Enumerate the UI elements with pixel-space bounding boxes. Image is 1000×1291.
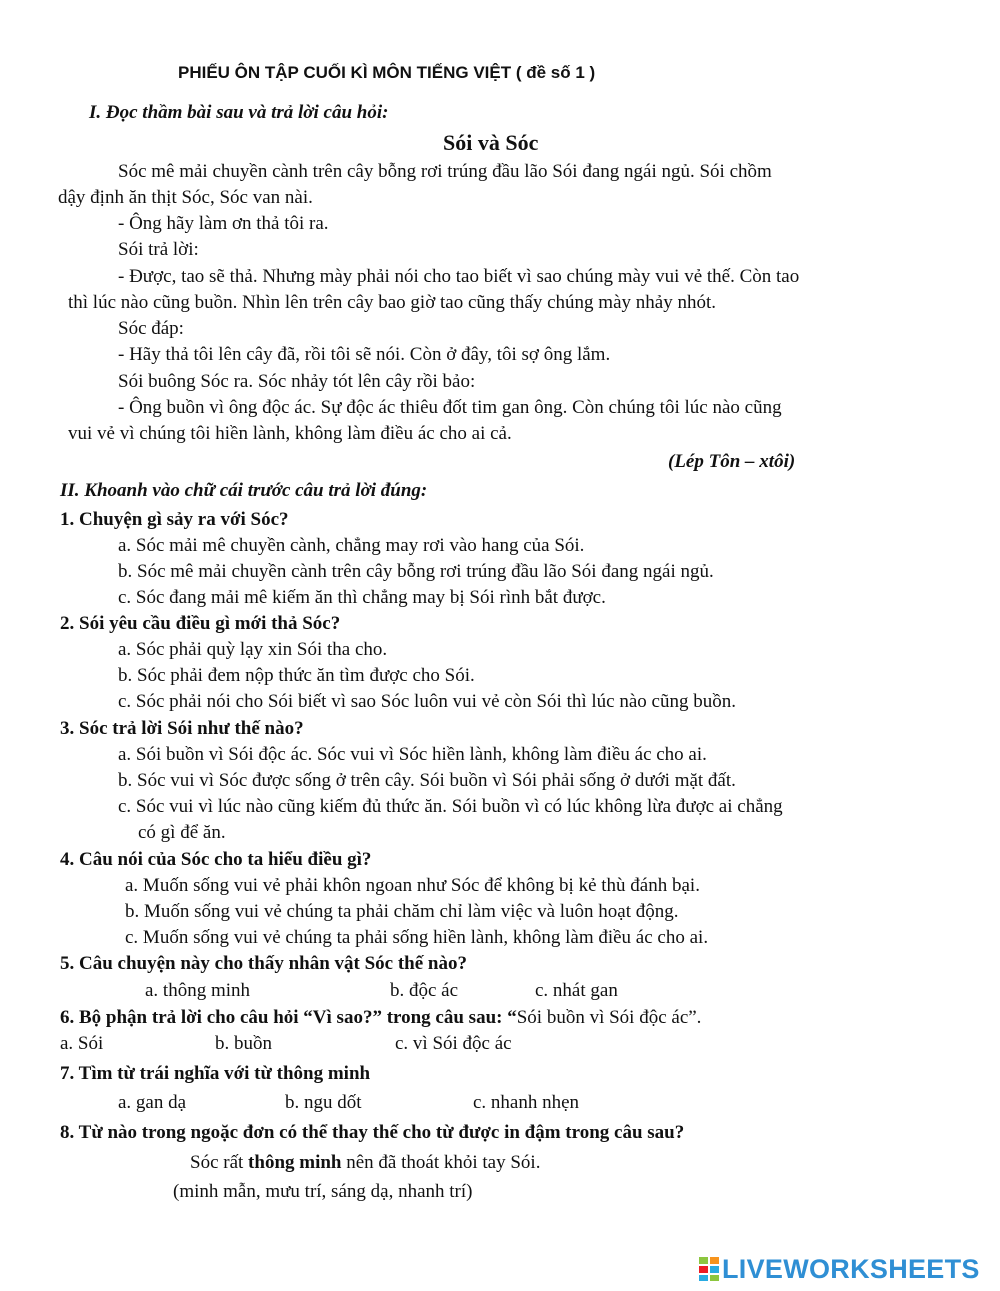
story-line: Sóc mê mải chuyền cành trên cây bỗng rơi trúng đầu lão Sói đang ngái ngủ. Sói chồm bbox=[118, 161, 772, 182]
q1-option-b[interactable]: b. Sóc mê mải chuyền cành trên cây bỗng rơi trúng đầu lão Sói đang ngái ngủ. bbox=[118, 561, 714, 582]
q7-option-c[interactable]: c. nhanh nhẹn bbox=[473, 1092, 580, 1113]
q5-option-a[interactable]: a. thông minh bbox=[145, 980, 251, 1001]
q2-option-c[interactable]: c. Sóc phải nói cho Sói biết vì sao Sóc luôn vui vẻ còn Sói thì lúc nào cũng buồn. bbox=[118, 691, 736, 712]
question-2: 2. Sói yêu cầu điều gì mới thả Sóc? bbox=[60, 613, 341, 634]
story-line: dậy định ăn thịt Sóc, Sóc van nài. bbox=[58, 187, 313, 208]
story-line: Sóc đáp: bbox=[118, 318, 184, 339]
story-line: - Ông hãy làm ơn thả tôi ra. bbox=[118, 213, 329, 234]
question-6-sentence: Sói buồn vì Sói độc ác”. bbox=[516, 1007, 702, 1028]
question-6 bbox=[60, 1008, 701, 1027]
question-6-bold: 6. Bộ phận trả lời cho câu hỏi “Vì sao?” trong câu sau: “ bbox=[60, 1007, 517, 1028]
q6-option-a[interactable]: a. Sói bbox=[60, 1033, 104, 1054]
q4-option-c[interactable]: c. Muốn sống vui vẻ chúng ta phải sống hiền lành, không làm điều ác cho ai. bbox=[125, 927, 709, 948]
story-line: vui vẻ vì chúng tôi hiền lành, không làm điều ác cho ai cả. bbox=[68, 423, 512, 444]
story-line: thì lúc nào cũng buồn. Nhìn lên trên cây bao giờ tao cũng thấy chúng mày nhảy nhót. bbox=[68, 292, 716, 313]
story-line: - Ông buồn vì ông độc ác. Sự độc ác thiêu đốt tim gan ông. Còn chúng tôi lúc nào cũng bbox=[118, 397, 782, 418]
q8-sentence-end: nên đã thoát khỏi tay Sói. bbox=[341, 1152, 541, 1173]
question-4: 4. Câu nói của Sóc cho ta hiểu điều gì? bbox=[60, 849, 372, 870]
q8-word-options: (minh mẫn, mưu trí, sáng dạ, nhanh trí) bbox=[173, 1181, 473, 1202]
q8-sentence-start: Sóc rất bbox=[190, 1152, 249, 1173]
q3-option-b[interactable]: b. Sóc vui vì Sóc được sống ở trên cây. Sói buồn vì Sói phải sống ở dưới mặt đất. bbox=[118, 770, 736, 791]
q4-option-b[interactable]: b. Muốn sống vui vẻ chúng ta phải chăm chỉ làm việc và luôn hoạt động. bbox=[125, 901, 679, 922]
q6-option-b[interactable]: b. buồn bbox=[215, 1033, 272, 1054]
q7-option-b[interactable]: b. ngu dốt bbox=[285, 1092, 362, 1113]
q6-option-c[interactable]: c. vì Sói độc ác bbox=[395, 1033, 512, 1054]
question-5: 5. Câu chuyện này cho thấy nhân vật Sóc thế nào? bbox=[60, 953, 467, 974]
q3-option-c[interactable]: c. Sóc vui vì lúc nào cũng kiếm đủ thức ăn. Sói buồn vì có lúc không lừa được ai chẳng bbox=[118, 796, 783, 817]
question-7: 7. Tìm từ trái nghĩa với từ thông minh bbox=[60, 1063, 371, 1084]
q5-option-b[interactable]: b. độc ác bbox=[390, 980, 459, 1001]
q2-option-b[interactable]: b. Sóc phải đem nộp thức ăn tìm được cho Sói. bbox=[118, 665, 475, 686]
part1-heading: I. Đọc thầm bài sau và trả lời câu hỏi: bbox=[89, 102, 389, 123]
q8-sentence bbox=[190, 1153, 540, 1172]
q4-option-a[interactable]: a. Muốn sống vui vẻ phải khôn ngoan như Sóc để không bị kẻ thù đánh bại. bbox=[125, 875, 700, 896]
question-8: 8. Từ nào trong ngoặc đơn có thể thay thế cho từ được in đậm trong câu sau? bbox=[60, 1122, 685, 1143]
question-3: 3. Sóc trả lời Sói như thế nào? bbox=[60, 718, 304, 739]
part2-heading: II. Khoanh vào chữ cái trước câu trả lời đúng: bbox=[60, 480, 428, 501]
brand-name: LIVEWORKSHEETS bbox=[722, 1253, 980, 1284]
q8-bold-word: thông minh bbox=[248, 1152, 342, 1173]
liveworksheets-brand[interactable] bbox=[698, 1254, 980, 1284]
story-line: - Hãy thả tôi lên cây đã, rồi tôi sẽ nói. Còn ở đây, tôi sợ ông lắm. bbox=[118, 344, 611, 365]
story-line: - Được, tao sẽ thả. Nhưng mày phải nói cho tao biết vì sao chúng mày vui vẻ thế. Còn tao bbox=[118, 266, 800, 287]
story-line: Sói buông Sóc ra. Sóc nhảy tót lên cây rồi bảo: bbox=[118, 371, 476, 392]
story-line: Sói trả lời: bbox=[118, 239, 199, 260]
q5-option-c[interactable]: c. nhát gan bbox=[535, 980, 618, 1001]
question-1: 1. Chuyện gì sảy ra với Sóc? bbox=[60, 509, 289, 530]
q1-option-c[interactable]: c. Sóc đang mải mê kiếm ăn thì chẳng may bị Sói rình bắt được. bbox=[118, 587, 606, 608]
q2-option-a[interactable]: a. Sóc phải quỳ lạy xin Sói tha cho. bbox=[118, 639, 388, 660]
q1-option-a[interactable]: a. Sóc mải mê chuyền cành, chẳng may rơi vào hang của Sói. bbox=[118, 535, 585, 556]
q7-option-a[interactable]: a. gan dạ bbox=[118, 1092, 187, 1113]
q3-option-c-continued: có gì để ăn. bbox=[138, 822, 226, 843]
story-title: Sói và Sóc bbox=[443, 130, 539, 155]
liveworksheets-logo-icon bbox=[698, 1256, 720, 1282]
q3-option-a[interactable]: a. Sói buồn vì Sói độc ác. Sóc vui vì Sóc hiền lành, không làm điều ác cho ai. bbox=[118, 744, 707, 765]
story-author: (Lép Tôn – xtôi) bbox=[668, 451, 796, 472]
worksheet-title: PHIẾU ÔN TẬP CUỐI KÌ MÔN TIẾNG VIỆT ( đề số 1 ) bbox=[178, 63, 596, 82]
